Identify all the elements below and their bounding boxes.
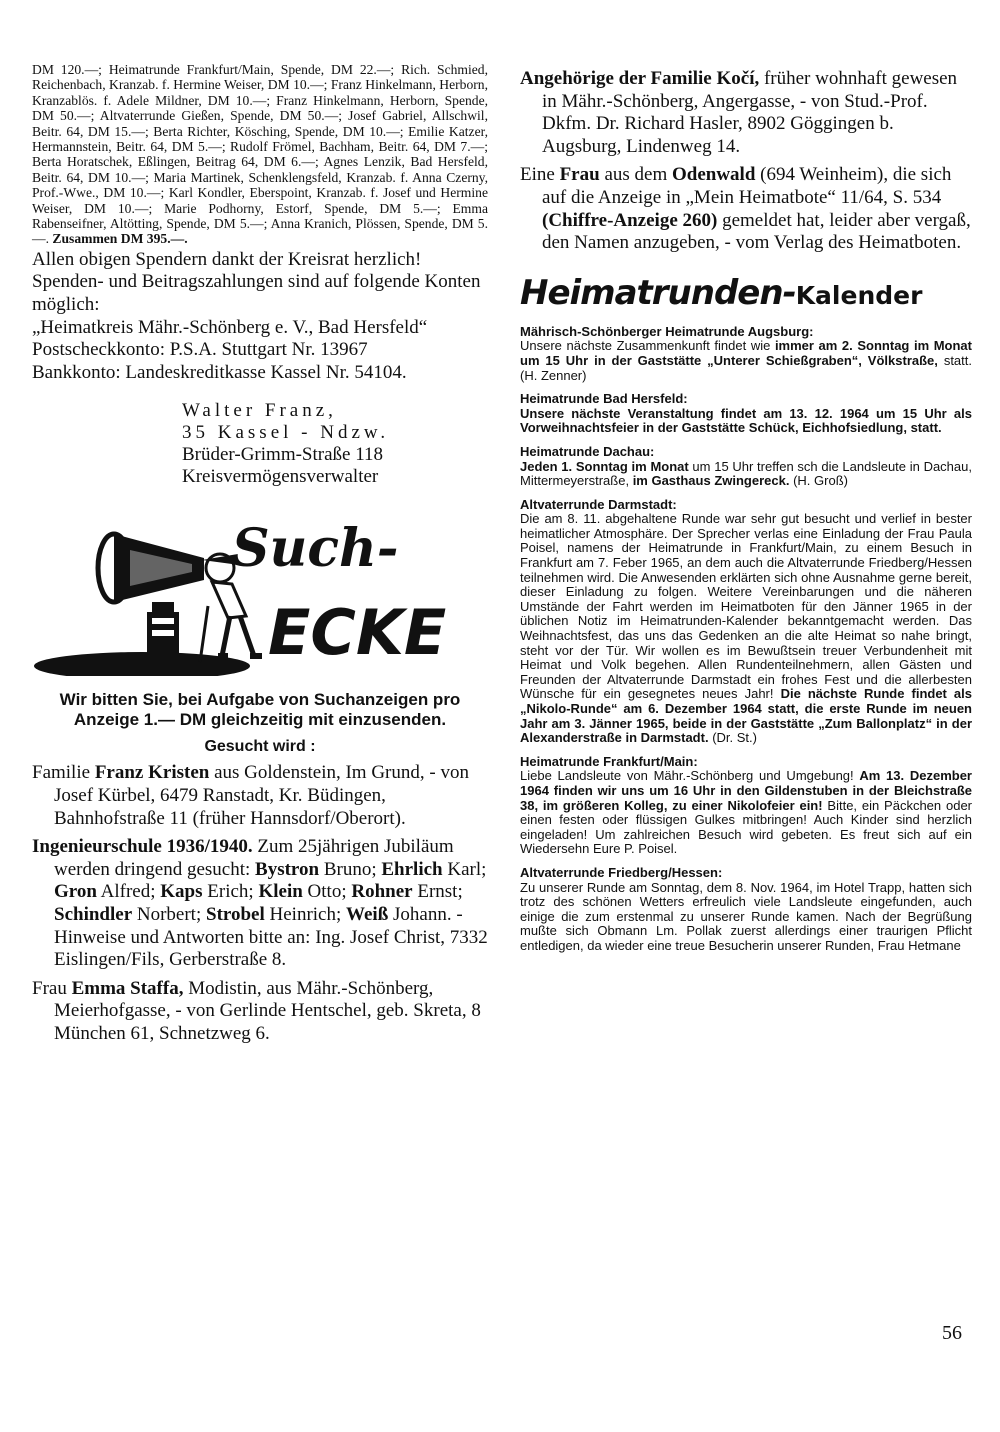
such-ecke-logo [32, 506, 488, 676]
section-heading: Mährisch-Schönberger Heimatrunde Augsburg: [520, 323, 814, 339]
section-friedberg: Altvaterrunde Friedberg/Hessen: Zu unserer Runde am Sonntag, dem 8. Nov. 1964, im Hotel Trapp, hatten sich trotz des schönen Wetters erfreulich viele Landsleute eingefunden, auch einige die zum erstenmal zu unserer Runde kamen. Nach der Begrüßung mußte sich Obmann Lm. Pollak zuerst allerdings einer traurigen Pflicht entledigen, da wieder eine treue Besucherin unserer Runden, Frau Hetmane [520, 864, 972, 953]
section-heading: Heimatrunde Frankfurt/Main: [520, 753, 698, 769]
signature-city: 35 Kassel - Ndzw. [182, 422, 390, 444]
section-heading: Altvaterrunde Friedberg/Hessen: [520, 864, 723, 880]
payment-intro: Spenden- und Beitragszahlungen sind auf folgende Konten möglich: [32, 271, 481, 316]
signature-name: Walter Franz, [182, 400, 337, 422]
right-column [520, 68, 972, 963]
postscheck-account: Postscheckkonto: P.S.A. Stuttgart Nr. 13967 [32, 339, 368, 361]
section-heading: Heimatrunde Dachau: [520, 443, 655, 459]
section-bad-hersfeld: Heimatrunde Bad Hersfeld: Unsere nächste Veranstaltung findet am 13. 12. 1964 um 15 Uhr als Vorweihnachtsfeier in der Gaststätte Schück, Eichhofsiedlung, statt. [520, 391, 972, 436]
left-column [32, 62, 488, 1052]
section-augsburg: Mährisch-Schönberger Heimatrunde Augsburg: Unsere nächste Zusammenkunft findet wie immer am 2. Sonntag im Monat um 15 Uhr in der Gaststätte „Unterer Schießgraben“, Völkstraße, statt. (H. Zenner) [520, 323, 972, 383]
wanted-heading: Gesucht wird : [204, 738, 316, 756]
section-darmstadt: Altvaterrunde Darmstadt: Die am 8. 11. abgehaltene Runde war sehr gut besucht und verlief in bester heimatlicher Atmosphäre. Der Sprecher verlas eine Einladung der Frau Paula Poisel, namens der Heimatrunde in Frankfurt/Main, zu einem Besuch in Frankfurt am 7. Feber 1965, an dem auch die Altvaterrunde Friedberg/Hessen teilnehmen wird. Die Anwesenden erklärten sich ohne Ausnahme gerne bereit, dieser Einladung zu folgen. Weitere Vereinbarungen und die näheren Umstände der Fahrt werden im Heimatboten für den Jänner 1965 in der üblichen Notiz im Heimatrunden-Kalender bekanntgemacht werden. Das Weihnachtsfest, das uns das Gedenken an die alte Heimat so nahe bringt, steht vor der Tür. Wir wollen es im Bewußtsein treuer Verbundenheit mit Heimat und Volk begehen. Allen Rundenteilnehmern, allen Gästen und Freunden der Altvaterrunde Darmstadt ein frohes Fest und die allerbesten Wünsche für ein gesegnetes neues Jahr! Die nächste Runde findet als „Nikolo-Runde“ am 6. Dezember 1964 statt, die erste Runde im neuen Jahr am 3. Jänner 1965, beide in der Gaststätte „Zum Ballonplatz“ in der Alexanderstraße in Darmstadt. (Dr. St.) [520, 496, 973, 746]
bank-account: Bankkonto: Landeskreditkasse Kassel Nr. 54104. [32, 361, 407, 383]
wanted-entry-staffa: Frau Emma Staffa, Modistin, aus Mähr.-Schönberg, Meierhofgasse, - von Gerlinde Hentschel, geb. Skreta, 8 München 61, Schnetzweg 6. [32, 977, 481, 1044]
signature-role: Kreisvermögensverwalter [182, 466, 379, 488]
search-frau-odenwald: Eine Frau aus dem Odenwald (694 Weinheim), die sich auf die Anzeige in „Mein Heimatbote“ 11/64, S. 534 (Chiffre-Anzeige 260) gemeldet hat, leider aber vergaß, den Namen anzugeben, - vom Verlag des Heimatboten. [520, 164, 971, 254]
donation-list [32, 62, 488, 247]
logo-such-text: Such- [232, 518, 399, 580]
wanted-entry-kristen: Familie Franz Kristen aus Goldenstein, Im Grund, - von Josef Kürbel, 6479 Ranstadt, Kr. Büdingen, Bahnhofstraße 11 (früher Hannsdorf/Oberort). [32, 762, 469, 829]
page-number: 56 [942, 1322, 962, 1344]
ad-fee-notice: Wir bitten Sie, bei Aufgabe von Suchanzeigen pro Anzeige 1.— DM gleichzeitig mit einzusenden. [59, 690, 461, 730]
thanks-text: Allen obigen Spendern dankt der Kreisrat herzlich! [32, 248, 422, 270]
wanted-entry-ingenieurschule: Ingenieurschule 1936/1940. Zum 25jährigen Jubiläum werden dringend gesucht: Bystron Bruno; Ehrlich Karl; Gron Alfred; Kaps Erich; Klein Otto; Rohner Ernst; Schindler Norbert; Strobel Heinrich; Weiß Johann. - Hinweise und Antworten bitte an: Ing. Josef Christ, 7332 Eislingen/Fils, Gerberstraße 8. [32, 836, 488, 971]
signature-street: Brüder-Grimm-Straße 118 [182, 444, 384, 466]
account-holder: „Heimatkreis Mähr.-Schönberg e. V., Bad Hersfeld“ [32, 316, 428, 338]
donation-total: Zusammen DM 395.—. [52, 231, 188, 247]
donation-text: DM 120.—; Heimatrunde Frankfurt/Main, Spende, DM 22.—; Rich. Schmied, Reichenbach, Kranzab. f. Hermine Weiser, DM 10.—; Franz Hinkelmann, Herborn, Kranzablös. f. Adele Mildner, DM 10.—; Franz Hinkelmann, Herborn, Spende, DM 50.—; Altvaterrunde Gießen, Spende, DM 50.—; Josef Gabriel, Allschwil, Beitr. 64, DM 15.—; Berta Richter, Kösching, Spende, DM 10.—; Emilie Katzer, Hermannstein, Beitr. 64, DM 5.—; Rudolf Frömel, Bachham, Beitr. 64, DM 7.—; Berta Horatschek, Eßlingen, Beitrag 64, DM 6.—; Agnes Lenzik, Bad Hersfeld, Beitr. 64, DM 10.—; Maria Martinek, Schenklengsfeld, Kranzab. f. Anna Czerny, Prof.-Wwe., DM 10.—; Karl Kondler, Eberspoint, Kranzab. f. Josef und Hermine Weiser, DM 10.—; Marie Podhorny, Estorf, Spende, DM 5.—; Emma Rabenseifner, Altötting, Spende, DM 5.—; Anna Kranich, Plössen, Spende, DM 5.—. [32, 62, 488, 247]
section-heading: Altvaterrunde Darmstadt: [520, 496, 677, 512]
section-heading: Heimatrunde Bad Hersfeld: [520, 391, 688, 407]
logo-ecke-text: ECKE [268, 596, 447, 670]
signature-block [182, 400, 488, 488]
heimatrunden-kalender-title: Heimatrunden-Kalender [520, 272, 923, 313]
telescope-man-illustration [32, 506, 488, 676]
search-family-koci: Angehörige der Familie Kočí, früher wohnhaft gewesen in Mähr.-Schönberg, Angergasse, - von Stud.-Prof. Dkfm. Dr. Richard Hasler, 8902 Göggingen b. Augsburg, Lindenweg 14. [520, 68, 958, 157]
section-dachau: Heimatrunde Dachau: Jeden 1. Sonntag im Monat um 15 Uhr treffen sch die Landsleute in Dachau, Mittermeyerstraße, im Gasthaus Zwingereck. (H. Groß) [520, 443, 972, 489]
section-frankfurt: Heimatrunde Frankfurt/Main: Liebe Landsleute von Mähr.-Schönberg und Umgebung! Am 13. Dezember 1964 finden wir uns um 16 Uhr in den Gildenstuben in der Bleichstraße 38, im größeren Kolleg, zu einer Nikolofeier ein! Bitte, ein Päckchen oder einen festen oder flüssigen Gulkes mitbringen! Auch Kinder sind herzlich eingeladen! Um zahlreichen Besuch wird gebeten. Es freut sich auf ein Wiedersehn Eure P. Poisel. [520, 753, 972, 857]
